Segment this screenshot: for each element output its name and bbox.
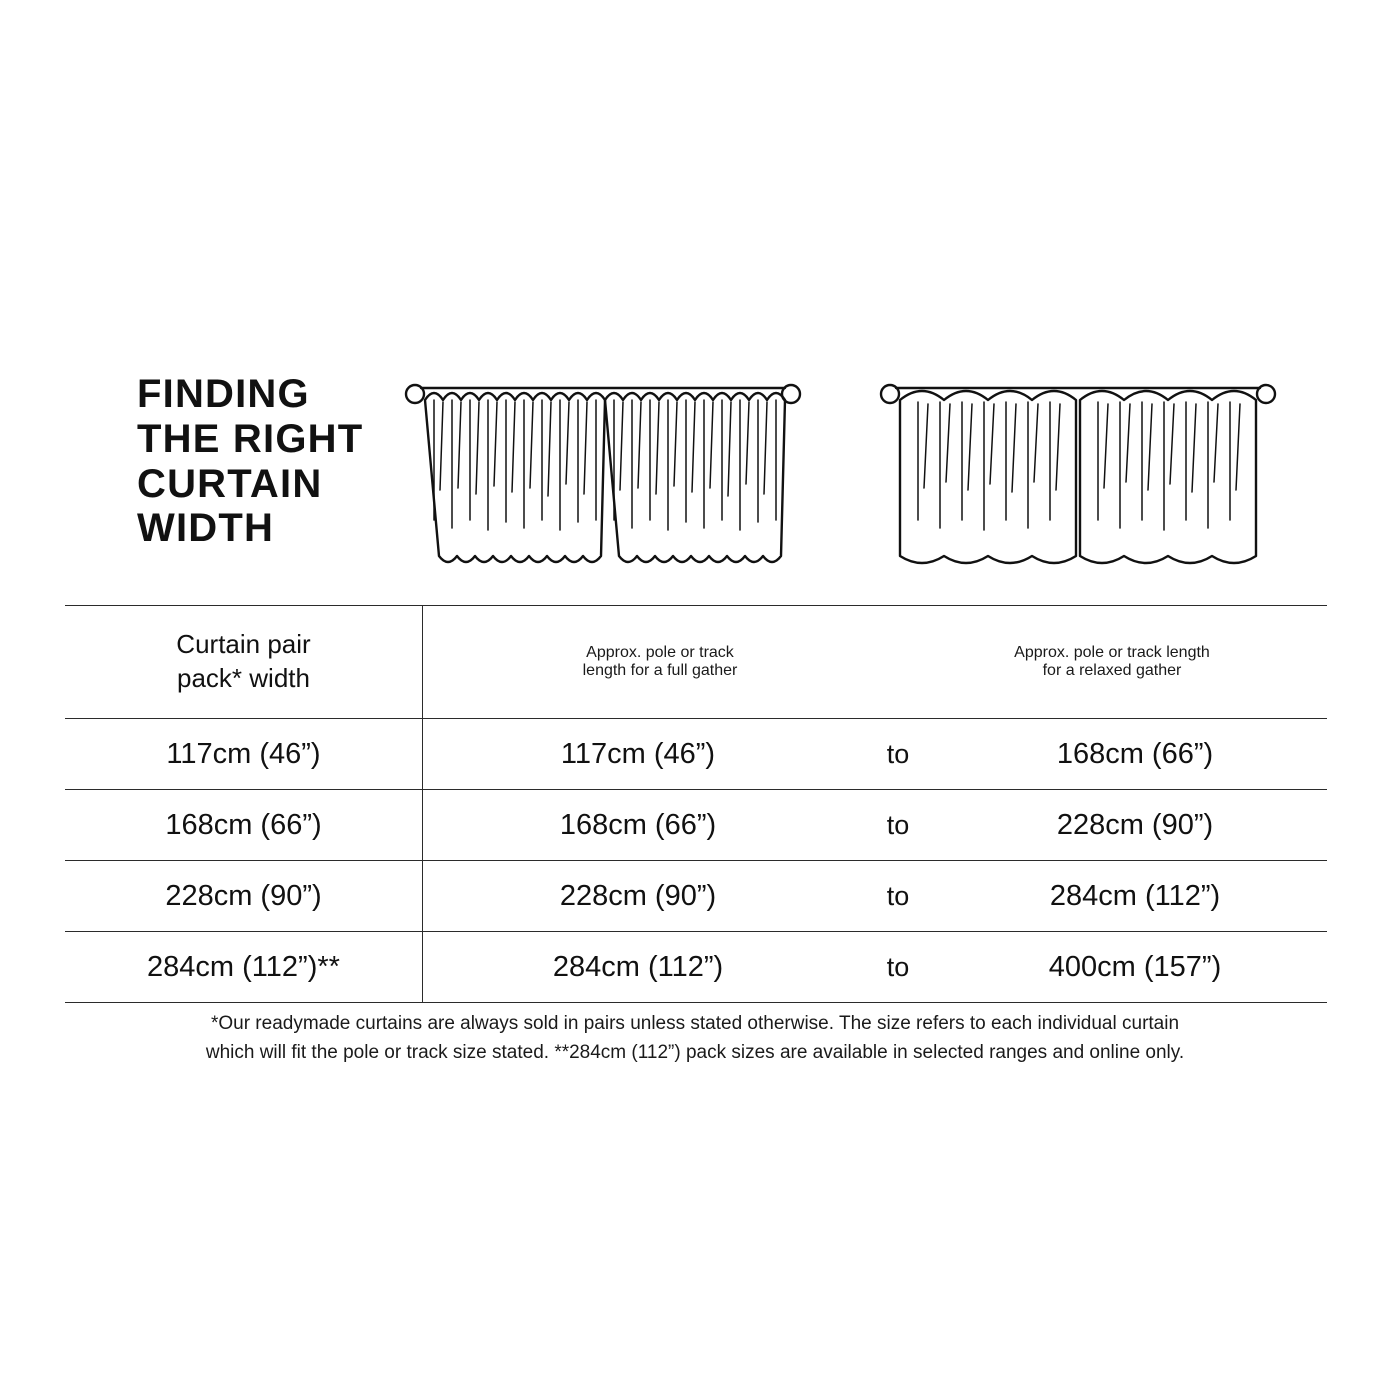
cell-pack-width: 168cm (66”) bbox=[65, 790, 423, 860]
title-line-1: FINDING bbox=[137, 372, 310, 416]
footnote bbox=[150, 1010, 1240, 1067]
table-header-row bbox=[65, 605, 1327, 718]
page-title bbox=[65, 360, 375, 551]
header-pack-width-line-1: Curtain pair bbox=[176, 629, 311, 660]
cell-pack-width: 117cm (46”) bbox=[65, 719, 423, 789]
curtain-full-gather-icon bbox=[403, 370, 803, 580]
table-row bbox=[65, 860, 1327, 931]
cell-relaxed-gather: 228cm (90”) bbox=[1056, 808, 1214, 841]
full-gather-curtain-illustration bbox=[403, 370, 823, 585]
header-relaxed-gather-line-1: Approx. pole or track length bbox=[1014, 644, 1210, 661]
header-full-gather-line-1: Approx. pole or track bbox=[586, 644, 734, 661]
header-cell-pack-width bbox=[65, 606, 423, 718]
footnote-line-2: which will fit the pole or track size stated. **284cm (112”) pack sizes are available in selected ranges and online only. bbox=[205, 1041, 1185, 1063]
cell-connector: to bbox=[886, 809, 910, 840]
title-line-3: CURTAIN bbox=[137, 461, 323, 506]
relaxed-gather-curtain-illustration bbox=[878, 370, 1298, 585]
cell-connector: to bbox=[886, 951, 910, 982]
header-relaxed-gather-line-2: for a relaxed gather bbox=[1042, 662, 1182, 679]
illustrations bbox=[375, 360, 1325, 585]
cell-full-gather: 168cm (66”) bbox=[559, 808, 717, 841]
cell-relaxed-gather: 284cm (112”) bbox=[1049, 879, 1221, 912]
table-row bbox=[65, 931, 1327, 1003]
table-row bbox=[65, 718, 1327, 789]
title-line-4: WIDTH bbox=[137, 506, 275, 551]
curtain-relaxed-gather-icon bbox=[878, 370, 1278, 580]
title-line-2: THE RIGHT bbox=[137, 416, 364, 461]
header-cell-full-gather bbox=[423, 606, 897, 718]
cell-connector: to bbox=[886, 880, 910, 911]
cell-full-gather: 284cm (112”) bbox=[552, 950, 724, 983]
header-full-gather-line-2: length for a full gather bbox=[582, 662, 738, 679]
cell-full-gather: 117cm (46”) bbox=[560, 737, 716, 770]
header-pack-width-line-2: pack* width bbox=[177, 663, 310, 693]
cell-pack-width: 284cm (112”)** bbox=[65, 932, 423, 1002]
curtain-width-table bbox=[65, 605, 1327, 1003]
cell-connector: to bbox=[886, 738, 910, 769]
footnote-line-1: *Our readymade curtains are always sold in pairs unless stated otherwise. The size refers to each individual curtain bbox=[210, 1013, 1180, 1034]
table-row bbox=[65, 789, 1327, 860]
cell-pack-width: 228cm (90”) bbox=[65, 861, 423, 931]
cell-full-gather: 228cm (90”) bbox=[559, 879, 717, 912]
cell-relaxed-gather: 400cm (157”) bbox=[1048, 950, 1222, 983]
cell-relaxed-gather: 168cm (66”) bbox=[1056, 737, 1214, 770]
header-cell-relaxed-gather bbox=[897, 606, 1327, 718]
header-area bbox=[65, 360, 1325, 605]
